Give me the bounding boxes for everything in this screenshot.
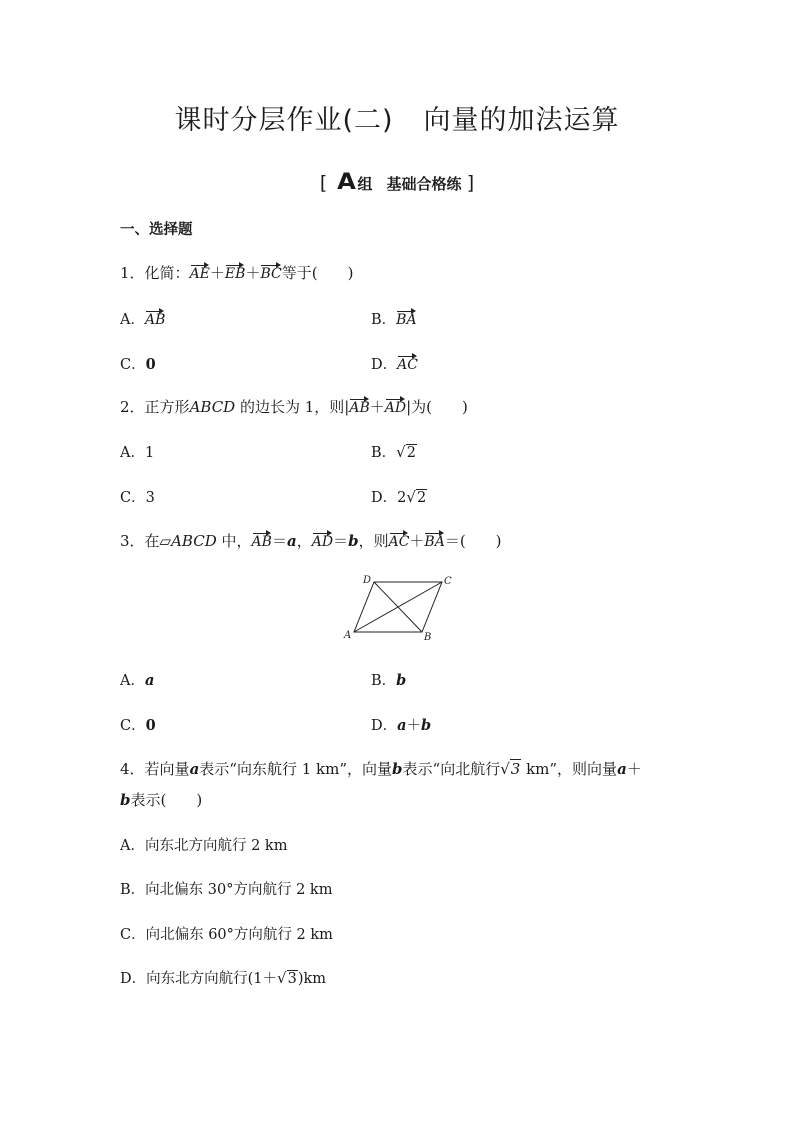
q4-option-c[interactable]: C．向北偏东 60°方向航行 2 km	[120, 927, 333, 943]
option-label: D．	[371, 357, 398, 373]
question-text: 表示“向东航行 1 km”，向量	[199, 760, 393, 778]
option-label: B．	[371, 445, 397, 461]
question-text: 等于( )	[281, 264, 354, 282]
q1-option-d[interactable]	[371, 353, 418, 374]
question-text: 若向量	[144, 760, 190, 778]
comma: ，	[296, 532, 312, 550]
question-text: 化简：	[144, 264, 190, 282]
sqrt: √3	[277, 969, 297, 987]
option-label: A．	[120, 312, 145, 328]
vertex-label-b: B	[424, 632, 432, 643]
question-3	[120, 530, 502, 551]
option-label: D．	[371, 718, 398, 734]
question-text: 中，	[221, 532, 252, 550]
option-value: 1	[144, 445, 155, 461]
radicand: 3	[287, 971, 297, 987]
zero-vector: 0	[145, 717, 156, 734]
vector: BA	[396, 309, 416, 328]
question-text: 在▱	[144, 532, 172, 550]
group-badge: A	[337, 170, 357, 195]
question-number: 2．	[120, 398, 145, 416]
question-text: 的边长为 1，则|	[239, 398, 350, 416]
q1-option-c[interactable]	[120, 353, 156, 374]
option-label: A．	[120, 445, 145, 461]
plus: ＋	[369, 398, 385, 416]
radicand: 2	[406, 445, 416, 461]
vector-b: b	[392, 760, 403, 778]
question-number: 1．	[120, 264, 145, 282]
plus: ＋	[409, 532, 425, 550]
question-4-line-2	[120, 789, 202, 810]
q4-option-b[interactable]: B．向北偏东 30°方向航行 2 km	[120, 882, 333, 898]
vertex-label-a: A	[344, 630, 352, 641]
bracket-close: ]	[466, 172, 475, 194]
vertex-label-c: C	[444, 576, 452, 587]
vector: AB	[252, 531, 272, 550]
vector-a: a	[397, 717, 407, 734]
question-text: 表示“向北航行	[402, 760, 501, 778]
q2-option-c[interactable]	[120, 486, 155, 507]
plus: ＋	[406, 718, 422, 734]
plus: ＋	[626, 760, 642, 778]
title-main: 课时分层作业(二)	[174, 105, 394, 136]
vector: AE	[190, 263, 210, 282]
group-name: 基础合格练	[386, 175, 462, 193]
q2-option-b[interactable]	[371, 441, 417, 462]
vector: AD	[385, 397, 406, 416]
vector: AC	[389, 531, 410, 550]
vector: AD	[312, 531, 333, 550]
q3-option-d[interactable]	[371, 714, 431, 735]
option-label: A．	[120, 673, 145, 689]
question-text: ，则	[358, 532, 389, 550]
q2-option-d[interactable]	[371, 486, 427, 507]
radicand: 3	[510, 760, 521, 778]
vector: AB	[145, 309, 165, 328]
vector: AC	[397, 354, 418, 373]
vector-b: b	[396, 672, 407, 689]
question-text: ＝( )	[444, 532, 502, 550]
q3-option-c[interactable]	[120, 714, 156, 735]
sqrt: √2	[406, 488, 427, 506]
equals: ＝	[271, 532, 287, 550]
vector-b: b	[120, 791, 131, 809]
parallelogram-figure	[340, 570, 460, 646]
vector: BC	[260, 263, 281, 282]
option-text: )km	[297, 971, 327, 987]
question-2	[120, 396, 468, 417]
question-text: 正方形	[144, 398, 190, 416]
zero-vector: 0	[145, 356, 156, 373]
page-title	[0, 98, 794, 137]
q1-option-a[interactable]	[120, 308, 165, 329]
figure-name: ABCD	[171, 532, 217, 550]
option-label: C．	[120, 718, 146, 734]
q3-option-b[interactable]	[371, 669, 406, 690]
figure-name: ABCD	[189, 398, 236, 416]
option-label: C．	[120, 490, 146, 506]
sqrt: √3	[500, 760, 521, 778]
radicand: 2	[416, 490, 427, 506]
vector-a: a	[144, 672, 155, 689]
vector: BA	[424, 531, 444, 550]
question-number: 3．	[120, 532, 145, 550]
q1-option-b[interactable]	[371, 308, 417, 329]
q2-option-a[interactable]	[120, 441, 154, 462]
section-heading: 一、选择题	[120, 222, 193, 238]
coefficient: 2	[397, 490, 407, 506]
vector-a: a	[617, 760, 627, 778]
vertex-label-d: D	[363, 575, 372, 586]
q4-option-d[interactable]	[120, 967, 326, 988]
vector-a: a	[189, 760, 200, 778]
vector-b: b	[348, 532, 359, 550]
vector-b: b	[421, 717, 432, 734]
q3-option-a[interactable]	[120, 669, 154, 690]
option-label: B．	[371, 673, 397, 689]
option-value: 3	[145, 490, 155, 506]
group-label: 组	[357, 175, 373, 193]
q4-option-a[interactable]: A．向东北方向航行 2 km	[120, 838, 288, 854]
question-4-line-1	[120, 758, 642, 779]
group-header	[0, 170, 794, 195]
option-label: C．	[120, 357, 146, 373]
question-text: km”，则向量	[521, 760, 618, 778]
vector: EB	[225, 263, 246, 282]
vector-a: a	[286, 532, 297, 550]
bracket-open: [	[319, 172, 328, 194]
option-text: D．向东北方向航行(1＋	[120, 971, 278, 987]
diagonal-bd	[374, 582, 422, 632]
question-text: |为( )	[406, 398, 468, 416]
question-text: 表示( )	[130, 791, 203, 809]
title-topic: 向量的加法运算	[423, 105, 620, 136]
plus: ＋	[209, 264, 225, 282]
vector: AB	[349, 397, 369, 416]
option-label: B．	[371, 312, 397, 328]
plus: ＋	[245, 264, 261, 282]
option-label: D．	[371, 490, 398, 506]
sqrt: √2	[396, 443, 416, 461]
question-1	[120, 262, 353, 283]
equals: ＝	[333, 532, 349, 550]
question-number: 4．	[120, 760, 145, 778]
